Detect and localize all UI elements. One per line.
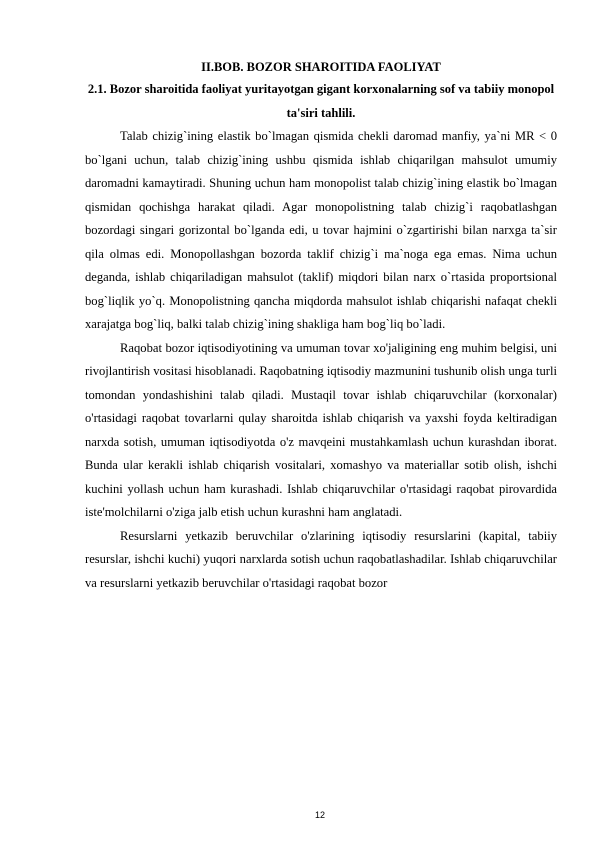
paragraph-2: Raqobat bozor iqtisodiyotining va umuman tovar xo'jaligining eng muhim belgisi, uni rivojlantirish vositasi hisoblanadi. Raqobatning iqtisodiy mazmunini tushunib olish unga turli tomondan yondashishini talab qiladi. Mustaqil tovar ishlab chiqaruvchilar (korxonalar) o'rtasidagi raqobat tovarlarni qulay sharoitda ishlab chiqarish va yaxshi foyda keltiradigan narxda sotish, umuman iqtisodiyotda o'z mavqeini mustahkamlash uchun kurashdan iborat. Bunda ular kerakli ishlab chiqarish vositalari, xomashyo va materiallar sotib olish, ishchi kuchini yollash uchun ham kurashadi. Ishlab chiqaruvchilar o'rtasidagi raqobat pirovardida iste'molchilarni o'ziga jalb etish uchun kurashni ham anglatadi. — [85, 340, 557, 519]
paragraph-1: Talab chizig`ining elastik bo`lmagan qismida chekli daromad manfiy, ya`ni MR < 0 bo`lgani uchun, talab chizig`ining ushbu qismida ishlab chiqarilgan mahsulot umumiy daromadni kamaytiradi. Shuning uchun ham monopolist talab chizig`ining elastik bo`lmagan qismidan qochishga harakat qiladi. Agar monopolistning talab chizig`i raqobatlashgan bozordagi singari gorizontal bo`lganda edi, u tovar hajmini o`zgartirishi bilan narxga ta`sir qila olmas edi. Monopollashgan bozorda taklif chizig`i ma`noga ega emas. Nima uchun deganda, ishlab chiqariladigan mahsulot (taklif) miqdori bilan narx o`rtasida proportsional bog`liqlik yo`q. Monopolistning qancha miqdorda mahsulot ishlab chiqarishi nafaqat chekli xarajatga bog`liq, balki talab chizig`ining shakliga ham bog`liq bo`ladi. — [85, 129, 557, 331]
section-title: 2.1. Bozor sharoitida faoliyat yuritayotgan gigant korxonalarning sof va tabiiy monopol ta'siri tahlili. — [87, 82, 555, 120]
paragraph-3: Resurslarni yetkazib beruvchilar o'zlarining iqtisodiy resurslarini (kapital, tabiiy resurslar, ishchi kuchi) yuqori narxlarda sotish uchun raqobatlashadilar. Ishlab chiqaruvchilar va resurslarni yetkazib beruvchilar o'rtasidagi raqobat bozor — [85, 528, 557, 590]
page-number: 12 — [314, 810, 325, 820]
document-page — [85, 56, 557, 595]
chapter-title: II.BOB. BOZOR SHAROITIDA FAOLIYAT — [201, 60, 441, 74]
